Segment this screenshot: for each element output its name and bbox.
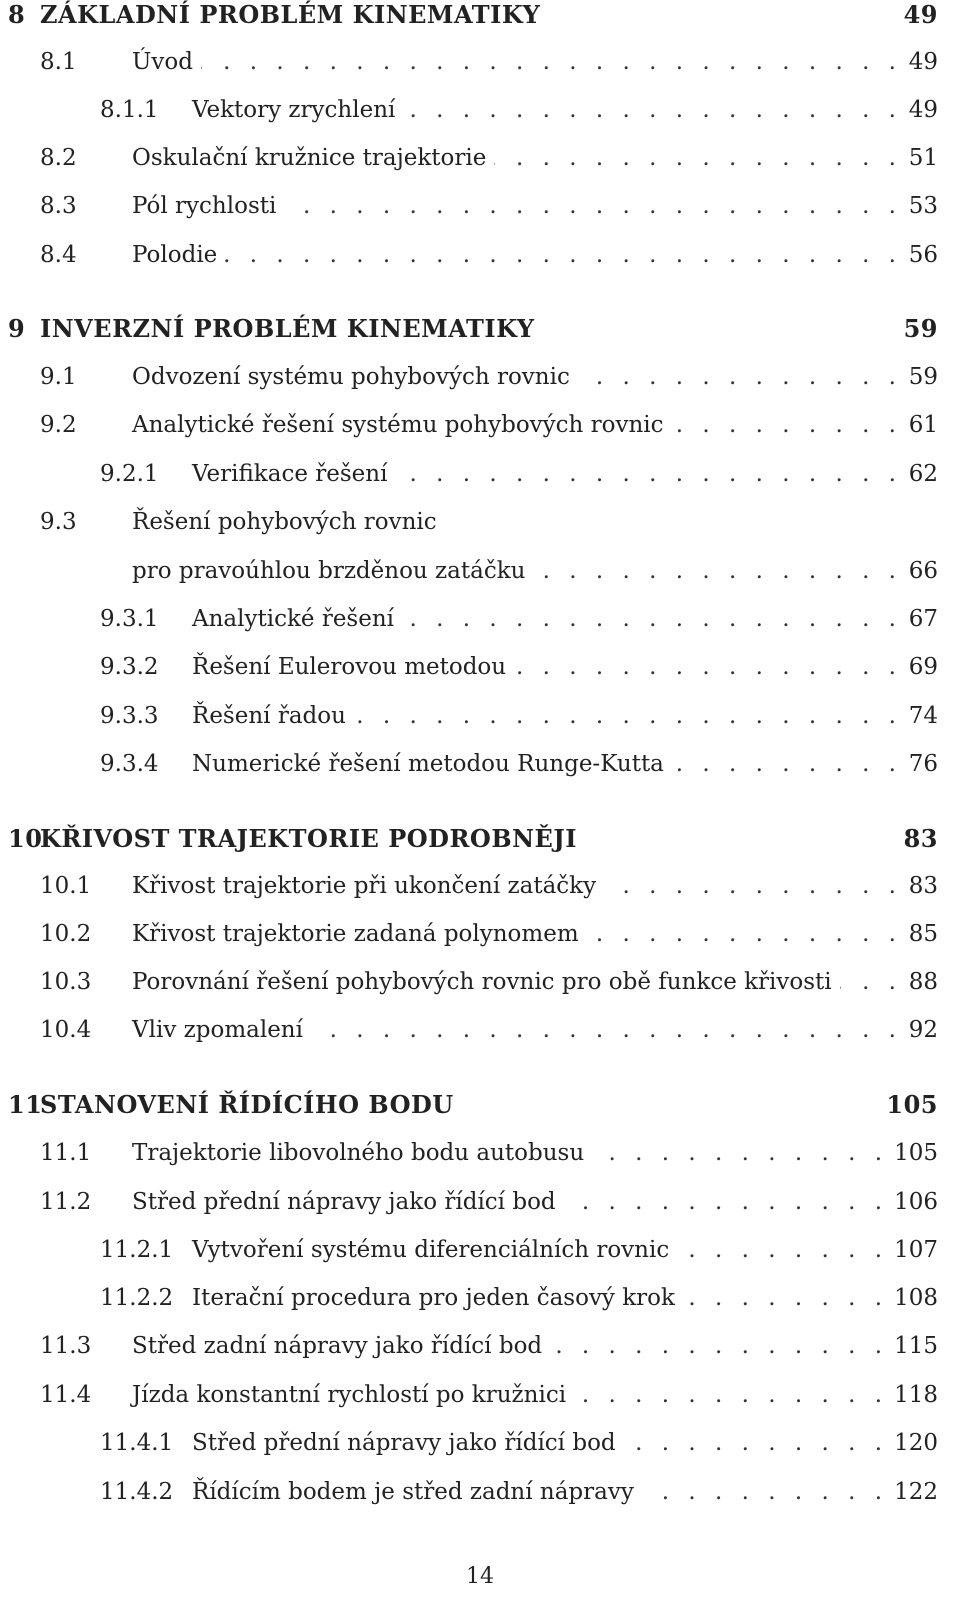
chapter-title: KŘIVOST TRAJEKTORIE PODROBNĚJI: [40, 824, 577, 853]
toc-section-9-1[interactable]: [8, 364, 938, 398]
dot-leader: [402, 606, 902, 632]
subsection-title: Verifikace řešení: [192, 461, 388, 487]
section-title: Trajektorie libovolného bodu autobusu: [132, 1140, 585, 1166]
page-number: 59: [903, 314, 938, 343]
section-number: 9.2: [40, 412, 77, 438]
section-number: 11.4: [40, 1382, 92, 1408]
page-number: 59: [908, 364, 938, 390]
toc-section-11-2[interactable]: [8, 1189, 938, 1223]
dot-leader: [533, 558, 902, 584]
toc-subsection-11-4-1[interactable]: [8, 1430, 938, 1464]
chapter-number: 8: [8, 0, 26, 29]
toc-section-8-4[interactable]: [8, 242, 938, 276]
chapter-title: STANOVENÍ ŘÍDÍCÍHO BODU: [40, 1090, 454, 1119]
section-title: Křivost trajektorie při ukončení zatáčky: [132, 873, 597, 899]
dot-leader: [311, 1017, 902, 1043]
section-number: 8.2: [40, 145, 77, 171]
toc-section-10-2[interactable]: [8, 921, 938, 955]
toc-section-11-4[interactable]: [8, 1382, 938, 1416]
section-number: 10.3: [40, 969, 92, 995]
toc-subsection-11-2-1[interactable]: [8, 1237, 938, 1271]
section-title: Vliv zpomalení: [132, 1017, 303, 1043]
toc-section-9-3-continued[interactable]: [8, 558, 938, 592]
toc-subsection-8-1-1[interactable]: [8, 97, 938, 131]
subsection-title: Numerické řešení metodou Runge-Kutta: [192, 751, 664, 777]
toc-section-10-4[interactable]: [8, 1017, 938, 1051]
page-number: 69: [908, 654, 938, 680]
subsection-title: Řešení řadou: [192, 703, 346, 729]
page-number: 92: [908, 1017, 938, 1043]
subsection-number: 11.4.1: [100, 1430, 174, 1456]
chapter-title: ZÁKLADNÍ PROBLÉM KINEMATIKY: [40, 0, 541, 29]
section-title: Jízda konstantní rychlostí po kružnici: [132, 1382, 567, 1408]
section-title-continued: pro pravoúhlou brzděnou zatáčku: [132, 558, 526, 584]
page-number: 49: [908, 97, 938, 123]
page-number: 115: [894, 1333, 938, 1359]
dot-leader: [578, 364, 902, 390]
section-title: Křivost trajektorie zadaná polynomem: [132, 921, 579, 947]
chapter-number: 9: [8, 314, 26, 343]
dot-leader: [284, 193, 902, 219]
dot-leader: [672, 751, 902, 777]
dot-leader: [550, 1333, 888, 1359]
page-number: 56: [908, 242, 938, 268]
section-title: Úvod: [132, 49, 193, 75]
toc-subsection-9-3-2[interactable]: [8, 654, 938, 688]
page-number: 74: [908, 703, 938, 729]
page-number: 105: [894, 1140, 938, 1166]
section-title: Porovnání řešení pohybových rovnic pro obě funkce křivosti: [132, 969, 832, 995]
dot-leader: [683, 1285, 888, 1311]
page-number: 118: [894, 1382, 938, 1408]
toc-section-8-1[interactable]: [8, 49, 938, 83]
dot-leader: [564, 1189, 888, 1215]
toc-chapter-9[interactable]: [8, 314, 938, 348]
dot-leader: [604, 873, 902, 899]
dot-leader: [514, 654, 902, 680]
subsection-number: 9.3.4: [100, 751, 159, 777]
dot-leader: [201, 49, 902, 75]
toc-subsection-11-4-2[interactable]: [8, 1479, 938, 1513]
page-number: 67: [908, 606, 938, 632]
chapter-number: 11: [8, 1090, 43, 1119]
subsection-title: Vektory zrychlení: [192, 97, 396, 123]
subsection-title: Vytvoření systému diferenciálních rovnic: [192, 1237, 670, 1263]
page-number: 107: [894, 1237, 938, 1263]
page-number: 108: [894, 1285, 938, 1311]
toc-section-11-3[interactable]: [8, 1333, 938, 1367]
section-title: Analytické řešení systému pohybových rovnic: [132, 412, 664, 438]
toc-chapter-11[interactable]: [8, 1090, 938, 1124]
subsection-title: Řídícím bodem je střed zadní nápravy: [192, 1479, 634, 1505]
toc-subsection-9-3-3[interactable]: [8, 703, 938, 737]
section-number: 11.2: [40, 1189, 92, 1215]
page-number: 122: [894, 1479, 938, 1505]
section-number: 10.2: [40, 921, 92, 947]
dot-leader: [677, 1237, 888, 1263]
dot-leader: [494, 145, 902, 171]
section-number: 10.1: [40, 873, 92, 899]
toc-subsection-9-2-1[interactable]: [8, 461, 938, 495]
toc-section-10-3[interactable]: [8, 969, 938, 1003]
page-number: 85: [908, 921, 938, 947]
toc-section-8-2[interactable]: [8, 145, 938, 179]
page-number: 62: [908, 461, 938, 487]
dot-leader: [587, 921, 902, 947]
chapter-title: INVERZNÍ PROBLÉM KINEMATIKY: [40, 314, 535, 343]
toc-section-8-3[interactable]: [8, 193, 938, 227]
page-number: 83: [903, 824, 938, 853]
dot-leader: [395, 461, 902, 487]
page-footer-number: 14: [466, 1564, 494, 1589]
dot-leader: [840, 969, 902, 995]
toc-chapter-10[interactable]: [8, 824, 938, 858]
dot-leader: [574, 1382, 888, 1408]
chapter-number: 10: [8, 824, 43, 853]
section-title: Pól rychlosti: [132, 193, 277, 219]
section-number: 8.1: [40, 49, 77, 75]
page-number: 53: [908, 193, 938, 219]
dot-leader: [354, 703, 902, 729]
section-number: 8.4: [40, 242, 77, 268]
page-number: 49: [903, 0, 938, 29]
section-number: 9.3: [40, 509, 77, 535]
dot-leader: [642, 1479, 888, 1505]
section-title: Řešení pohybových rovnic: [132, 509, 437, 535]
subsection-title: Analytické řešení: [192, 606, 395, 632]
section-number: 10.4: [40, 1017, 92, 1043]
section-title: Odvození systému pohybových rovnic: [132, 364, 570, 390]
subsection-number: 9.3.1: [100, 606, 159, 632]
subsection-title: Řešení Eulerovou metodou: [192, 654, 507, 680]
subsection-number: 11.4.2: [100, 1479, 174, 1505]
page-number: 106: [894, 1189, 938, 1215]
toc-section-9-3[interactable]: [8, 509, 938, 543]
dot-leader: [672, 412, 902, 438]
section-title: Střed přední nápravy jako řídící bod: [132, 1189, 556, 1215]
page-number: 66: [908, 558, 938, 584]
page-number: 120: [894, 1430, 938, 1456]
subsection-number: 9.3.3: [100, 703, 159, 729]
subsection-number: 9.2.1: [100, 461, 159, 487]
toc-section-10-1[interactable]: [8, 873, 938, 907]
section-number: 8.3: [40, 193, 77, 219]
dot-leader: [403, 97, 902, 123]
page-number: 51: [908, 145, 938, 171]
subsection-number: 9.3.2: [100, 654, 159, 680]
subsection-title: Střed přední nápravy jako řídící bod: [192, 1430, 616, 1456]
subsection-number: 11.2.2: [100, 1285, 174, 1311]
section-title: Oskulační kružnice trajektorie: [132, 145, 487, 171]
section-number: 11.3: [40, 1333, 92, 1359]
section-title: Střed zadní nápravy jako řídící bod: [132, 1333, 543, 1359]
subsection-title: Iterační procedura pro jeden časový krok: [192, 1285, 675, 1311]
page-number: 83: [908, 873, 938, 899]
section-title: Polodie: [132, 242, 218, 268]
toc-section-11-1[interactable]: [8, 1140, 938, 1174]
section-number: 9.1: [40, 364, 77, 390]
subsection-number: 8.1.1: [100, 97, 159, 123]
toc-subsection-9-3-4[interactable]: [8, 751, 938, 785]
page-number: 76: [908, 751, 938, 777]
dot-leader: [225, 242, 902, 268]
page-number: 61: [908, 412, 938, 438]
toc-section-9-2[interactable]: [8, 412, 938, 446]
section-number: 11.1: [40, 1140, 92, 1166]
toc-chapter-8[interactable]: [8, 0, 938, 34]
subsection-number: 11.2.1: [100, 1237, 174, 1263]
page-number: 88: [908, 969, 938, 995]
toc-subsection-11-2-2[interactable]: [8, 1285, 938, 1319]
page-number: 105: [886, 1090, 938, 1119]
toc-subsection-9-3-1[interactable]: [8, 606, 938, 640]
dot-leader: [624, 1430, 888, 1456]
page-number: 49: [908, 49, 938, 75]
dot-leader: [592, 1140, 888, 1166]
